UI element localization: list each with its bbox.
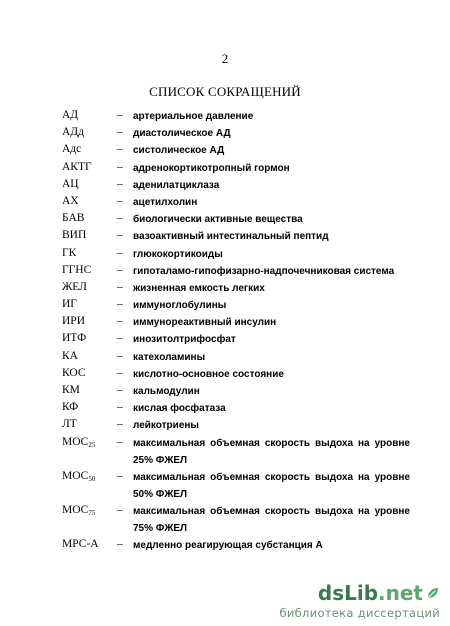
dash-separator: –	[117, 160, 123, 173]
abbreviation-row	[62, 400, 410, 417]
abbreviation-term-text: Адс	[62, 143, 82, 156]
dash-separator: –	[117, 109, 123, 121]
abbreviation-term-text: КФ	[62, 401, 79, 414]
dash-separator: –	[117, 538, 123, 551]
abbreviation-term	[62, 297, 77, 312]
dash-separator: –	[117, 263, 123, 276]
watermark-brand-suffix: .net	[378, 581, 423, 605]
abbreviation-row	[62, 142, 410, 159]
abbreviation-term	[62, 228, 86, 243]
abbreviation-term-text: АКТГ	[62, 160, 92, 173]
abbreviation-term-text: МРС-А	[62, 538, 99, 551]
abbreviation-definition: кислотно-основное состояние	[133, 368, 284, 380]
abbreviation-term	[62, 211, 84, 226]
dash-separator: –	[117, 384, 123, 396]
abbreviation-term-text: ИРИ	[62, 315, 86, 328]
abbreviation-term-text: ГК	[62, 246, 77, 259]
abbreviation-definition: иммуноглобулины	[133, 300, 227, 312]
abbreviation-term-text: ИГ	[62, 298, 77, 311]
abbreviation-definition: диастолическое АД	[133, 128, 231, 140]
abbreviation-row	[62, 349, 410, 366]
abbreviation-row	[62, 537, 410, 554]
abbreviation-row	[62, 211, 410, 228]
dash-separator: –	[117, 504, 123, 517]
abbreviation-row	[62, 280, 410, 297]
dash-separator: –	[117, 418, 123, 431]
abbreviation-term	[62, 246, 76, 261]
abbreviation-term	[62, 537, 99, 552]
watermark-brand-prefix: dsLib	[317, 581, 379, 605]
abbreviation-definition: жизненная емкость легких	[133, 282, 265, 294]
abbreviation-term	[62, 125, 84, 140]
abbreviation-term-text: БАВ	[62, 212, 85, 225]
abbreviation-term	[62, 366, 86, 381]
dash-separator: –	[117, 229, 123, 242]
abbreviation-subscript: 75	[88, 509, 96, 518]
abbreviation-term-text: ЖЕЛ	[62, 280, 87, 293]
abbreviation-definition: кислая фосфатаза	[133, 403, 226, 415]
leaf-icon	[426, 586, 440, 600]
abbreviation-subscript: 50	[88, 474, 96, 483]
abbreviation-row	[62, 177, 410, 194]
dash-separator: –	[117, 194, 123, 207]
dash-separator: –	[117, 401, 123, 414]
abbreviation-term-text: МОС	[62, 469, 89, 482]
abbreviation-term	[62, 263, 91, 278]
abbreviation-definition: глюкокортикоиды	[133, 248, 223, 260]
abbreviation-definition: инозитолтрифосфат	[133, 334, 236, 346]
abbreviation-row	[62, 383, 410, 400]
abbreviation-row	[62, 125, 410, 142]
dash-separator: –	[117, 177, 123, 190]
abbreviation-row	[62, 263, 410, 280]
watermark[interactable]	[279, 581, 440, 620]
abbreviation-definition: вазоактивный интестинальный пептид	[133, 231, 329, 243]
abbreviation-term	[62, 177, 79, 192]
abbreviation-term	[62, 469, 95, 487]
abbreviation-term-text: МОС	[62, 435, 89, 448]
watermark-brand-text	[318, 581, 423, 605]
abbreviation-row	[62, 469, 410, 503]
abbreviation-definition: максимальная объемная скорость выдоха на уровне 50% ФЖЕЛ	[133, 471, 410, 500]
abbreviation-definition: медленно реагирующая субстанция А	[133, 540, 323, 552]
abbreviation-definition: систолическое АД	[133, 145, 225, 157]
dash-separator: –	[117, 143, 123, 156]
abbreviation-definition: гипоталамо-гипофизарно-надпочечниковая система	[133, 265, 395, 277]
dash-separator: –	[117, 349, 123, 362]
abbreviation-term	[62, 400, 78, 415]
dash-separator: –	[117, 246, 123, 259]
abbreviation-definition: аденилатциклаза	[133, 179, 220, 191]
abbreviation-term-text: ИТФ	[62, 332, 87, 345]
watermark-brand	[279, 581, 440, 605]
dash-separator: –	[117, 126, 123, 139]
abbreviation-definition: катехоламины	[133, 351, 206, 363]
abbreviation-definition: иммунореактивный инсулин	[133, 317, 277, 329]
abbreviation-row	[62, 194, 410, 211]
page-title: СПИСОК СОКРАЩЕНИЙ	[149, 84, 301, 99]
abbreviation-term-text: МОС	[62, 504, 89, 517]
abbreviation-term-text: АД	[62, 109, 79, 121]
dash-separator: –	[117, 212, 123, 225]
abbreviation-definition: ацетилхолин	[133, 196, 198, 208]
watermark-subtitle: библиотека диссертаций	[279, 606, 440, 620]
abbreviation-subscript: 25	[88, 440, 96, 449]
abbreviation-row	[62, 314, 410, 331]
dash-separator: –	[117, 469, 123, 482]
abbreviation-row	[62, 108, 410, 125]
abbreviation-list	[62, 108, 410, 555]
abbreviation-row	[62, 503, 410, 537]
abbreviation-term-text: КА	[62, 349, 78, 362]
abbreviation-term	[62, 331, 86, 346]
abbreviation-row	[62, 417, 410, 434]
dash-separator: –	[117, 435, 123, 448]
abbreviation-term	[62, 435, 95, 453]
abbreviation-row	[62, 160, 410, 177]
abbreviation-definition: артериальное давление	[133, 111, 254, 122]
abbreviation-term	[62, 108, 78, 123]
abbreviation-row	[62, 228, 410, 245]
abbreviation-row	[62, 297, 410, 314]
abbreviation-term	[62, 160, 92, 175]
abbreviation-row	[62, 435, 410, 469]
abbreviation-term	[62, 280, 87, 295]
abbreviation-definition: максимальная объемная скорость выдоха на уровне 25% ФЖЕЛ	[133, 437, 410, 466]
abbreviation-term-text: АХ	[62, 194, 79, 207]
dash-separator: –	[117, 332, 123, 345]
abbreviation-definition: биологически активные вещества	[133, 214, 303, 226]
abbreviation-term	[62, 194, 79, 209]
abbreviation-definition: максимальная объемная скорость выдоха на уровне 75% ФЖЕЛ	[133, 506, 410, 535]
abbreviation-definition: лейкотриены	[133, 420, 199, 432]
dash-separator: –	[117, 315, 123, 328]
abbreviation-definition: адренокортикотропный гормон	[133, 162, 290, 174]
abbreviation-term	[62, 383, 80, 398]
page-number: 2	[221, 51, 229, 66]
abbreviation-term-text: КОС	[62, 366, 86, 379]
abbreviation-term	[62, 314, 85, 329]
abbreviation-term-text: АДд	[62, 126, 85, 139]
dash-separator: –	[117, 280, 123, 293]
abbreviation-term-text: ВИП	[62, 229, 87, 242]
abbreviation-term-text: КМ	[62, 384, 80, 396]
abbreviation-term	[62, 503, 95, 521]
dash-separator: –	[117, 298, 123, 311]
abbreviation-term-text: ГГНС	[62, 263, 92, 276]
abbreviation-term	[62, 349, 78, 364]
abbreviation-term	[62, 417, 77, 432]
abbreviation-term	[62, 142, 81, 157]
dash-separator: –	[117, 366, 123, 379]
abbreviation-term-text: ЛТ	[62, 418, 77, 431]
abbreviation-term-text: АЦ	[62, 177, 79, 190]
abbreviation-row	[62, 246, 410, 263]
abbreviation-definition: кальмодулин	[133, 386, 200, 397]
abbreviation-row	[62, 331, 410, 348]
abbreviation-row	[62, 366, 410, 383]
